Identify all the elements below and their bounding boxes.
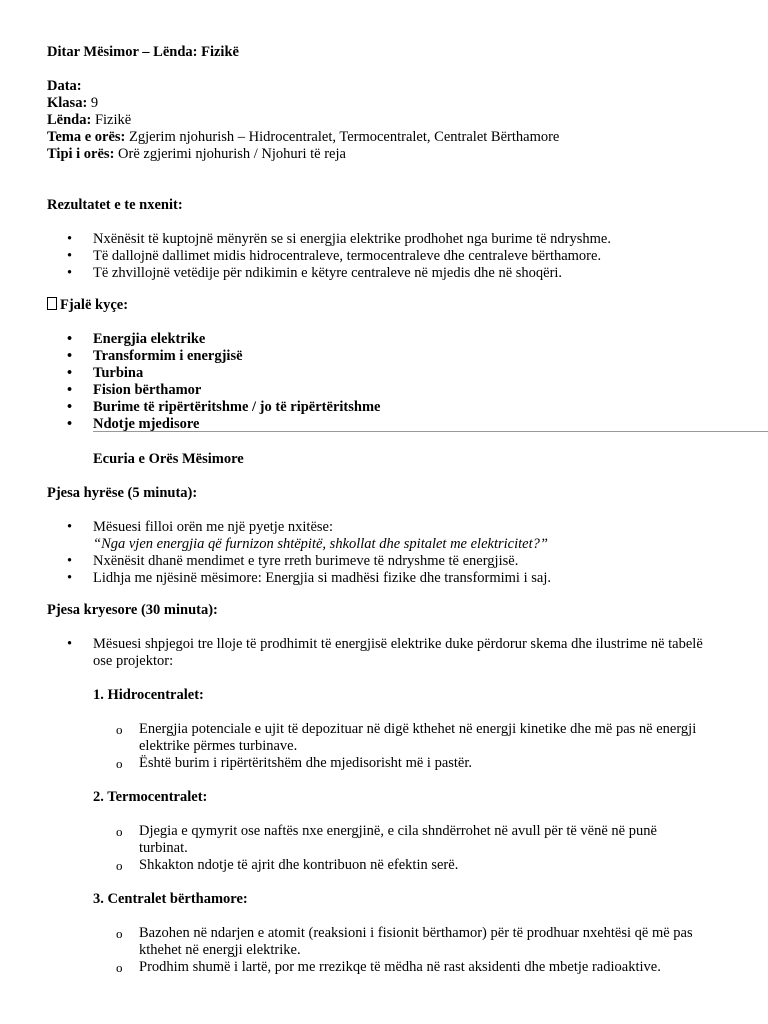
- outcomes-heading: Rezultatet e te nxenit:: [47, 197, 183, 213]
- missing-glyph-icon: [47, 297, 57, 310]
- tema-label: Tema e orës:: [47, 129, 126, 145]
- meta-tipi-line: [47, 146, 346, 163]
- list-item: • Të zhvillojnë vetëdije për ndikimin e këtyre centraleve në mjedis dhe në shoqëri.: [93, 265, 753, 282]
- list-item: • Nxënësit të kuptojnë mënyrën se si energjia elektrike prodhohet nga burime të ndryshme.: [93, 231, 753, 248]
- intro-heading: Pjesa hyrëse (5 minuta):: [47, 485, 198, 501]
- intro-list: [93, 519, 753, 587]
- list-item: o Djegia e qymyrit ose naftës nxe energjinë, e cila shndërrohet në avull për të vënë në punë turbinat.: [139, 823, 709, 857]
- meta-tema-line: [47, 129, 559, 146]
- tipi-value: Orë zgjerimi njohurish / Njohuri të reja: [118, 146, 346, 162]
- keywords-heading-line: [47, 297, 128, 314]
- list-item: • Fision bërthamor: [93, 382, 753, 399]
- nuclear-heading: 3. Centralet bërthamore:: [93, 891, 248, 907]
- list-item: o Është burim i ripërtëritshëm dhe mjedisorisht më i pastër.: [139, 755, 729, 772]
- lenda-value: Fizikë: [94, 112, 132, 128]
- list-item: • Transformim i energjisë: [93, 348, 753, 365]
- lenda-label: Lënda:: [47, 112, 92, 128]
- list-item: [93, 519, 753, 553]
- list-item: • Të dallojnë dallimet midis hidrocentraleve, termocentraleve dhe centraleve bërthamore.: [93, 248, 753, 265]
- keywords-list: [93, 331, 753, 433]
- list-item: o Bazohen në ndarjen e atomit (reaksioni i fisionit bërthamor) për të prodhuar nxehtësi që më pas kthehet në energji elektrike.: [139, 925, 719, 959]
- meta-klasa-line: [47, 95, 98, 112]
- list-item: o Shkakton ndotje të ajrit dhe kontribuon në efektin serë.: [139, 857, 709, 874]
- list-item: • Turbina: [93, 365, 753, 382]
- klasa-label: Klasa:: [47, 95, 88, 111]
- list-item: • Burime të ripërtëritshme / jo të ripërtëritshme: [93, 399, 753, 416]
- main-list: [93, 636, 713, 670]
- hydro-list: [139, 721, 729, 772]
- klasa-value: 9: [90, 95, 99, 111]
- keywords-heading: Fjalë kyçe:: [60, 297, 129, 313]
- nuclear-list: [139, 925, 719, 976]
- intro-item-text: Mësuesi filloi orën me një pyetje nxitëse:: [93, 519, 333, 535]
- meta-data-line: [47, 78, 82, 95]
- list-item: • Lidhja me njësinë mësimore: Energjia si madhësi fizike dhe transformimi i saj.: [93, 570, 753, 587]
- list-item: • Mësuesi shpjegoi tre lloje të prodhimit të energjisë elektrike duke përdorur skema dhe ilustrime në tabelë ose projektor:: [93, 636, 713, 670]
- meta-lenda-line: [47, 112, 131, 129]
- intro-quote: “Nga vjen energjia që furnizon shtëpitë, shkollat dhe spitalet me elektricitet?”: [93, 536, 548, 552]
- thermo-heading: 2. Termocentralet:: [93, 789, 208, 805]
- document-title: Ditar Mësimor – Lënda: Fizikë: [47, 44, 239, 60]
- horizontal-divider: [93, 431, 768, 432]
- thermo-list: [139, 823, 709, 874]
- list-item: • Nxënësit dhanë mendimet e tyre rreth burimeve të ndryshme të energjisë.: [93, 553, 753, 570]
- flow-heading: Ecuria e Orës Mësimore: [93, 451, 244, 467]
- list-item: o Energjia potenciale e ujit të depozituar në digë kthehet në energji kinetike dhe më pas në energji elektrike përmes turbinave.: [139, 721, 729, 755]
- tipi-label: Tipi i orës:: [47, 146, 115, 162]
- hydro-heading: 1. Hidrocentralet:: [93, 687, 204, 703]
- data-label: Data:: [47, 78, 82, 94]
- list-item: • Ndotje mjedisore: [93, 416, 753, 433]
- list-item: • Energjia elektrike: [93, 331, 753, 348]
- tema-value: Zgjerim njohurish – Hidrocentralet, Termocentralet, Centralet Bërthamore: [129, 129, 560, 145]
- main-heading: Pjesa kryesore (30 minuta):: [47, 602, 218, 618]
- list-item: o Prodhim shumë i lartë, por me rrezikqe të mëdha në rast aksidenti dhe mbetje radioaktive.: [139, 959, 719, 976]
- outcomes-list: [93, 231, 753, 282]
